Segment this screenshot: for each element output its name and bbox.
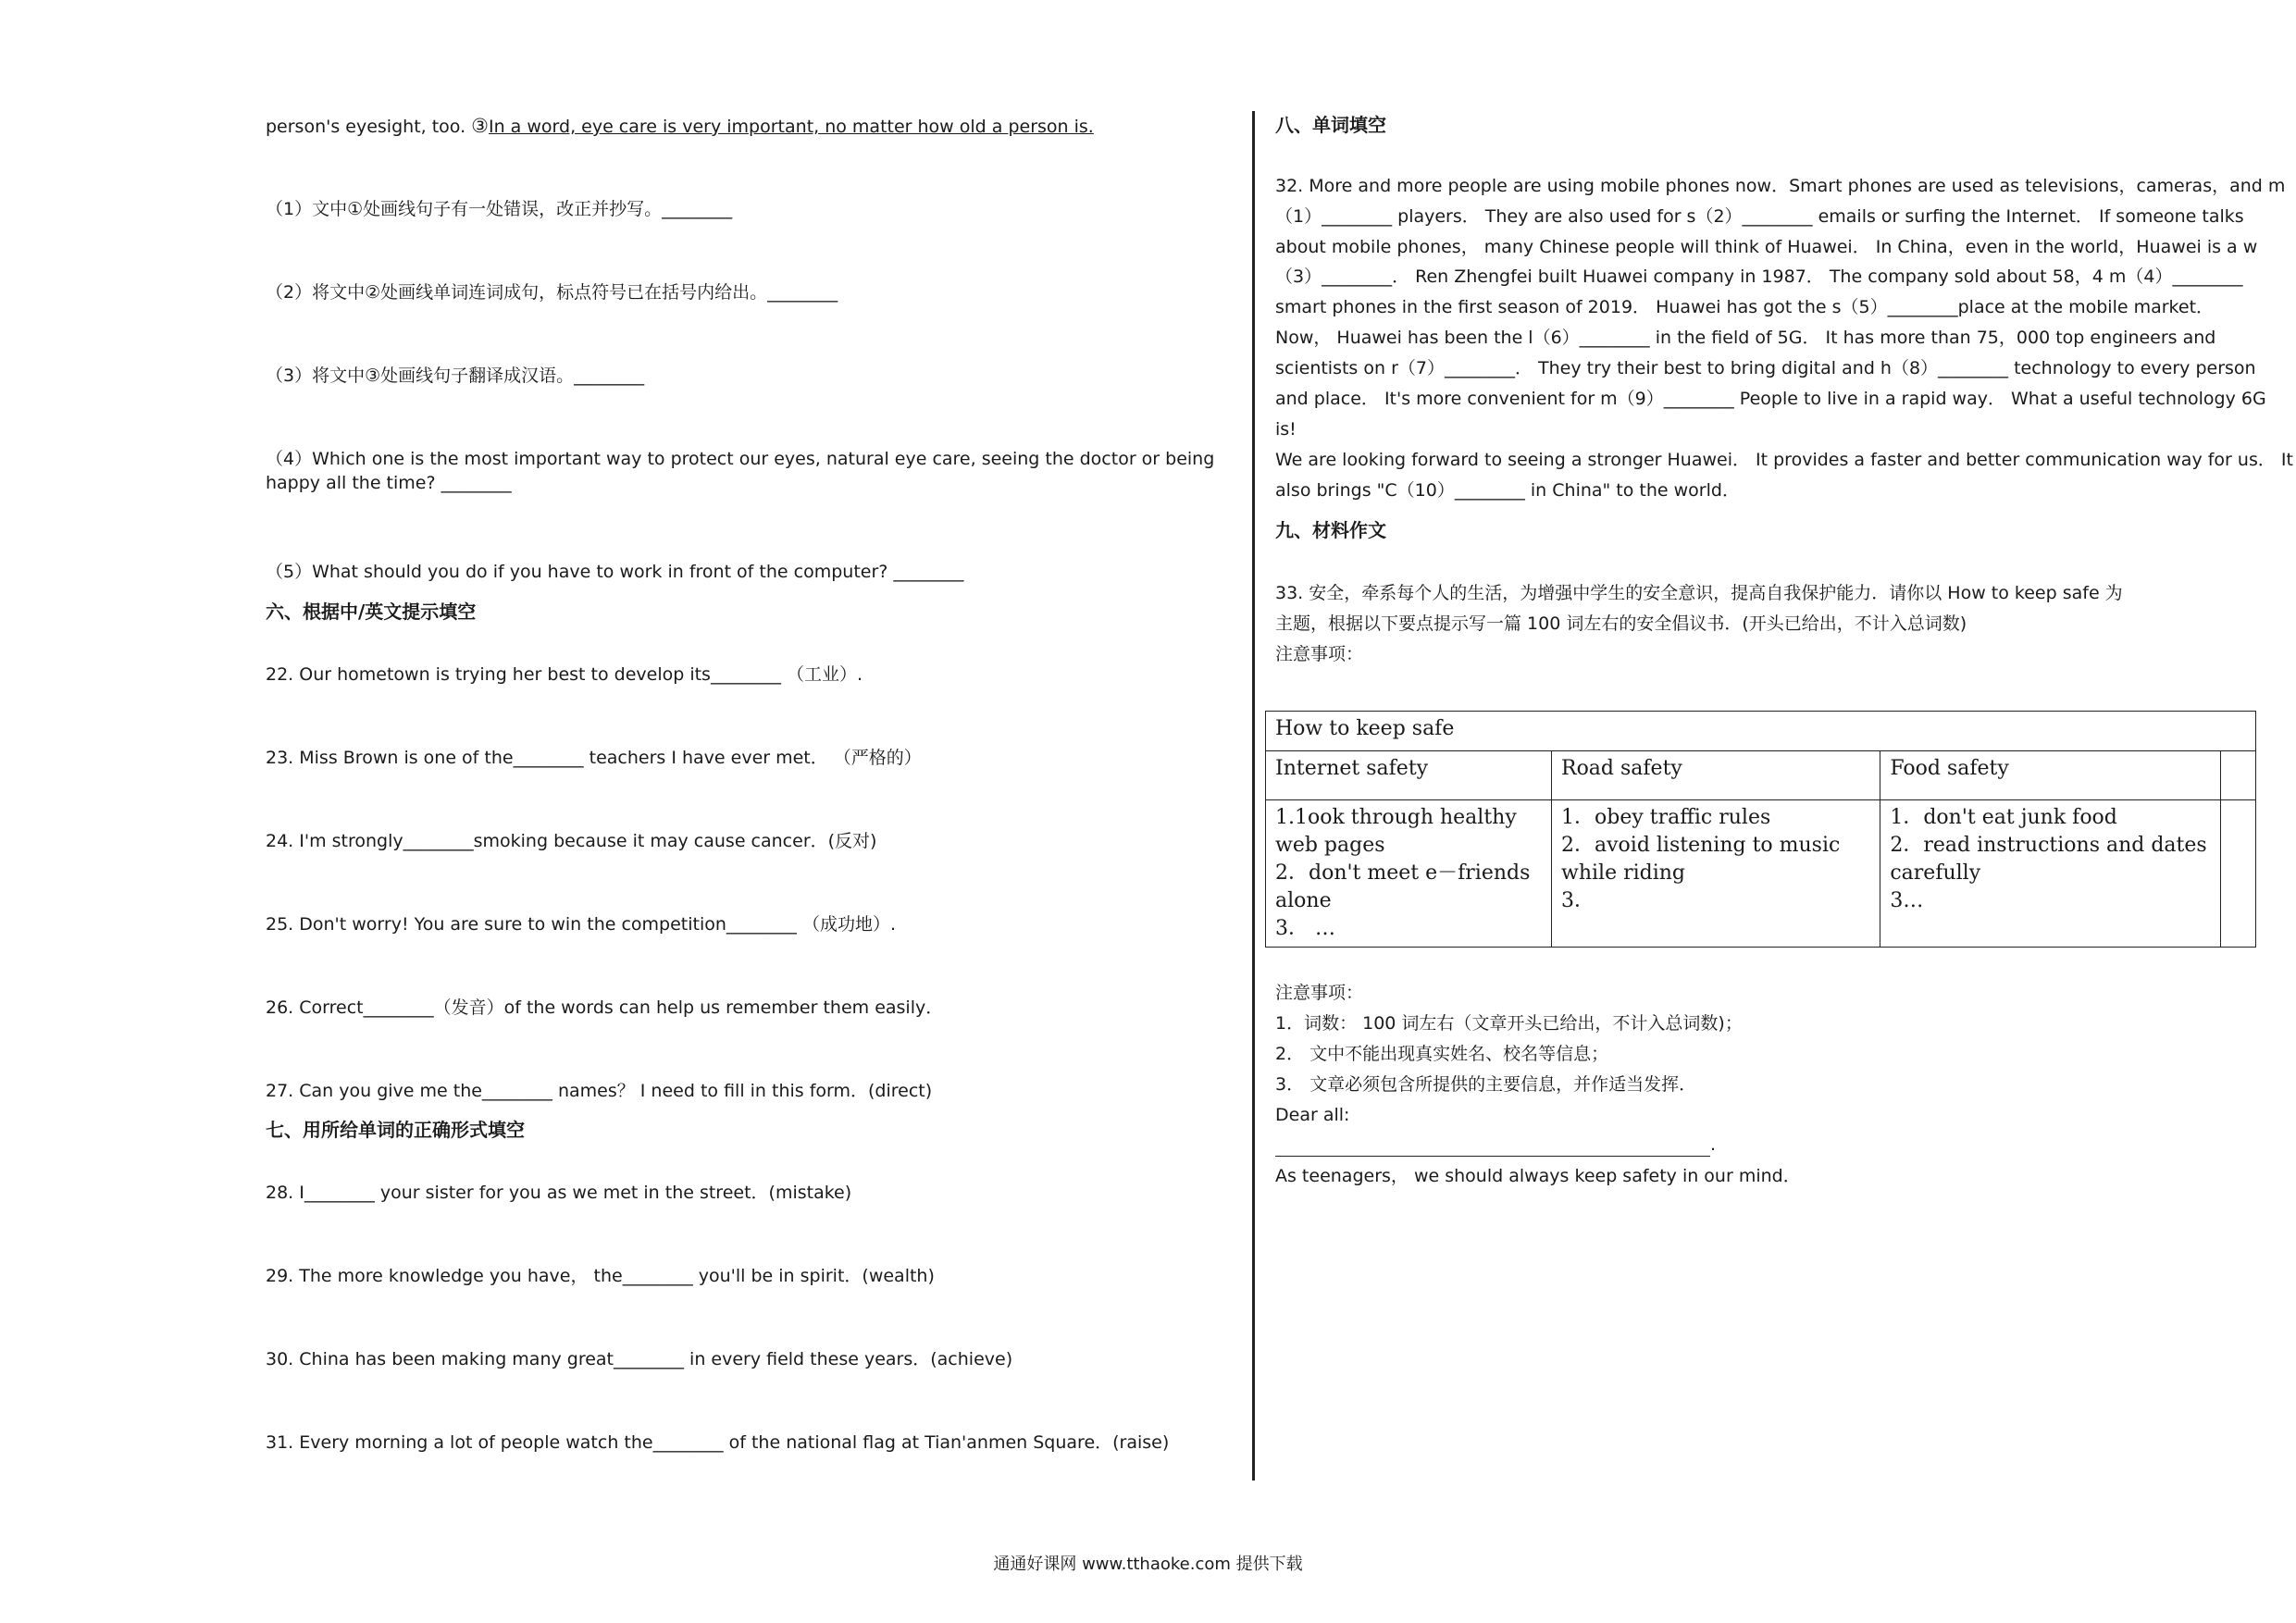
item-26: 26. Correct________（发音）of the words can help us remember them easily． (266, 997, 944, 1018)
item-31: 31. Every morning a lot of people watch the________ of the national flag at Tian'anmen Square．(raise) (266, 1432, 1170, 1453)
note-line: 3． 文章必须包含所提供的主要信息，并作适当发挥． (1275, 1074, 1697, 1095)
note-line: 注意事项： (1275, 983, 1364, 1003)
essay-prompt-line: 主题，根据以下要点提示写一篇 100 词左右的安全倡议书．(开头已给出，不计入总词数) (1275, 613, 1967, 634)
cloze-line: about mobile phones， many Chinese people will think of Huawei． In China，even in the world，Huawei is a w (1275, 237, 2258, 257)
header-internet-safety: Internet safety (1266, 751, 1552, 800)
column-divider (1252, 111, 1255, 1481)
answer-blank (1275, 1137, 1710, 1157)
cloze-line: We are looking forward to seeing a stronger Huawei． It provides a faster and better communication way for us． It (1275, 450, 2293, 470)
question-1: （1）文中①处画线句子有一处错误，改正并抄写。________ (266, 199, 733, 219)
header-road-safety: Road safety (1552, 751, 1880, 800)
cloze-line: 32. More and more people are using mobile phones now．Smart phones are used as televisions，cameras，and m (1275, 176, 2286, 196)
cloze-line: （1）________ players． They are also used for s（2）________ emails or surfing the Internet． If someone talks (1275, 206, 2244, 227)
empty-cell (2220, 800, 2255, 948)
item-29: 29. The more knowledge you have， the________ you'll be in spirit．(wealth) (266, 1266, 935, 1286)
underlined-sentence-3: In a word, eye care is very important, no matter how old a person is. (489, 117, 1094, 137)
item-30: 30. China has been making many great________ in every field these years．(achieve) (266, 1349, 1013, 1369)
cloze-line: also brings "C（10）________ in China" to the world． (1275, 480, 1740, 501)
road-safety-points: 1．obey traffic rules 2．avoid listening to music while riding 3． (1552, 800, 1880, 948)
section-9-heading: 九、材料作文 (1275, 519, 1386, 541)
section-8-heading: 八、单词填空 (1275, 114, 1386, 136)
cloze-line: （3）________． Ren Zhengfei built Huawei company in 1987． The company sold about 58，4 m（4）________ (1275, 266, 2243, 287)
essay-prompt-line: 33. 安全，牵系每个人的生活，为增强中学生的安全意识，提高自我保护能力．请你以 How to keep safe 为 (1275, 583, 2123, 603)
question-2: （2）将文中②处画线单词连词成句，标点符号已在括号内给出。________ (266, 282, 838, 303)
essay-prompt-line: 注意事项： (1275, 644, 1364, 664)
closing-sentence: As teenagers， we should always keep safety in our mind． (1275, 1166, 1801, 1186)
internet-safety-points: 1.1ook through healthy web pages 2．don't meet e－friends alone 3． … (1266, 800, 1552, 948)
cloze-line: and place． It's more convenient for m（9）________ People to live in a rapid way． What a useful technology 6G (1275, 389, 2266, 409)
food-safety-points: 1．don't eat junk food 2．read instructions and dates carefully 3… (1880, 800, 2220, 948)
question-5: （5）What should you do if you have to work in front of the computer? ________ (266, 562, 964, 582)
question-3: （3）将文中③处画线句子翻译成汉语。________ (266, 365, 645, 386)
empty-cell (2220, 751, 2255, 800)
item-28: 28. I________ your sister for you as we met in the street．(mistake) (266, 1183, 852, 1203)
cloze-line: Now， Huawei has been the l（6）________ in the field of 5G． It has more than 75，000 top engineers and (1275, 328, 2216, 348)
question-4: （4）Which one is the most important way to protect our eyes, natural eye care, seeing the doctor or being happy all the time? ________ (266, 449, 1215, 493)
safety-table (1265, 711, 2256, 948)
note-line: 1．词数： 100 词左右（文章开头已给出，不计入总词数)； (1275, 1013, 1743, 1034)
item-27: 27. Can you give me the________ names？ I need to fill in this form．(direct) (266, 1081, 933, 1101)
passage-ending: person's eyesight, too. ③In a word, eye care is very important, no matter how old a person is. (266, 115, 1094, 137)
header-food-safety: Food safety (1880, 751, 2220, 800)
item-22: 22. Our hometown is trying her best to develop its________ （工业）. (266, 664, 863, 685)
cloze-line: is! (1275, 419, 1297, 440)
cloze-line: smart phones in the first season of 2019． Huawei has got the s（5）________place at the mobile market． (1275, 297, 2215, 317)
table-title: How to keep safe (1266, 712, 2256, 751)
item-25: 25. Don't worry! You are sure to win the competition________ （成功地）. (266, 914, 897, 935)
answer-line: . (1275, 1133, 1716, 1157)
section-7-heading: 七、用所给单词的正确形式填空 (266, 1119, 525, 1141)
item-24: 24. I'm strongly________smoking because it may cause cancer．(反对) (266, 831, 877, 851)
cloze-line: scientists on r（7）________． They try their best to bring digital and h（8）________ technology to every person (1275, 358, 2256, 378)
salutation: Dear all: (1275, 1105, 1350, 1125)
item-23: 23. Miss Brown is one of the________ teachers I have ever met． （严格的） (266, 748, 922, 768)
note-line: 2． 文中不能出现真实姓名、校名等信息； (1275, 1044, 1609, 1064)
footer-credit: 通通好课网 www.tthaoke.com 提供下载 (993, 1555, 1303, 1574)
section-6-heading: 六、根据中/英文提示填空 (266, 601, 477, 623)
